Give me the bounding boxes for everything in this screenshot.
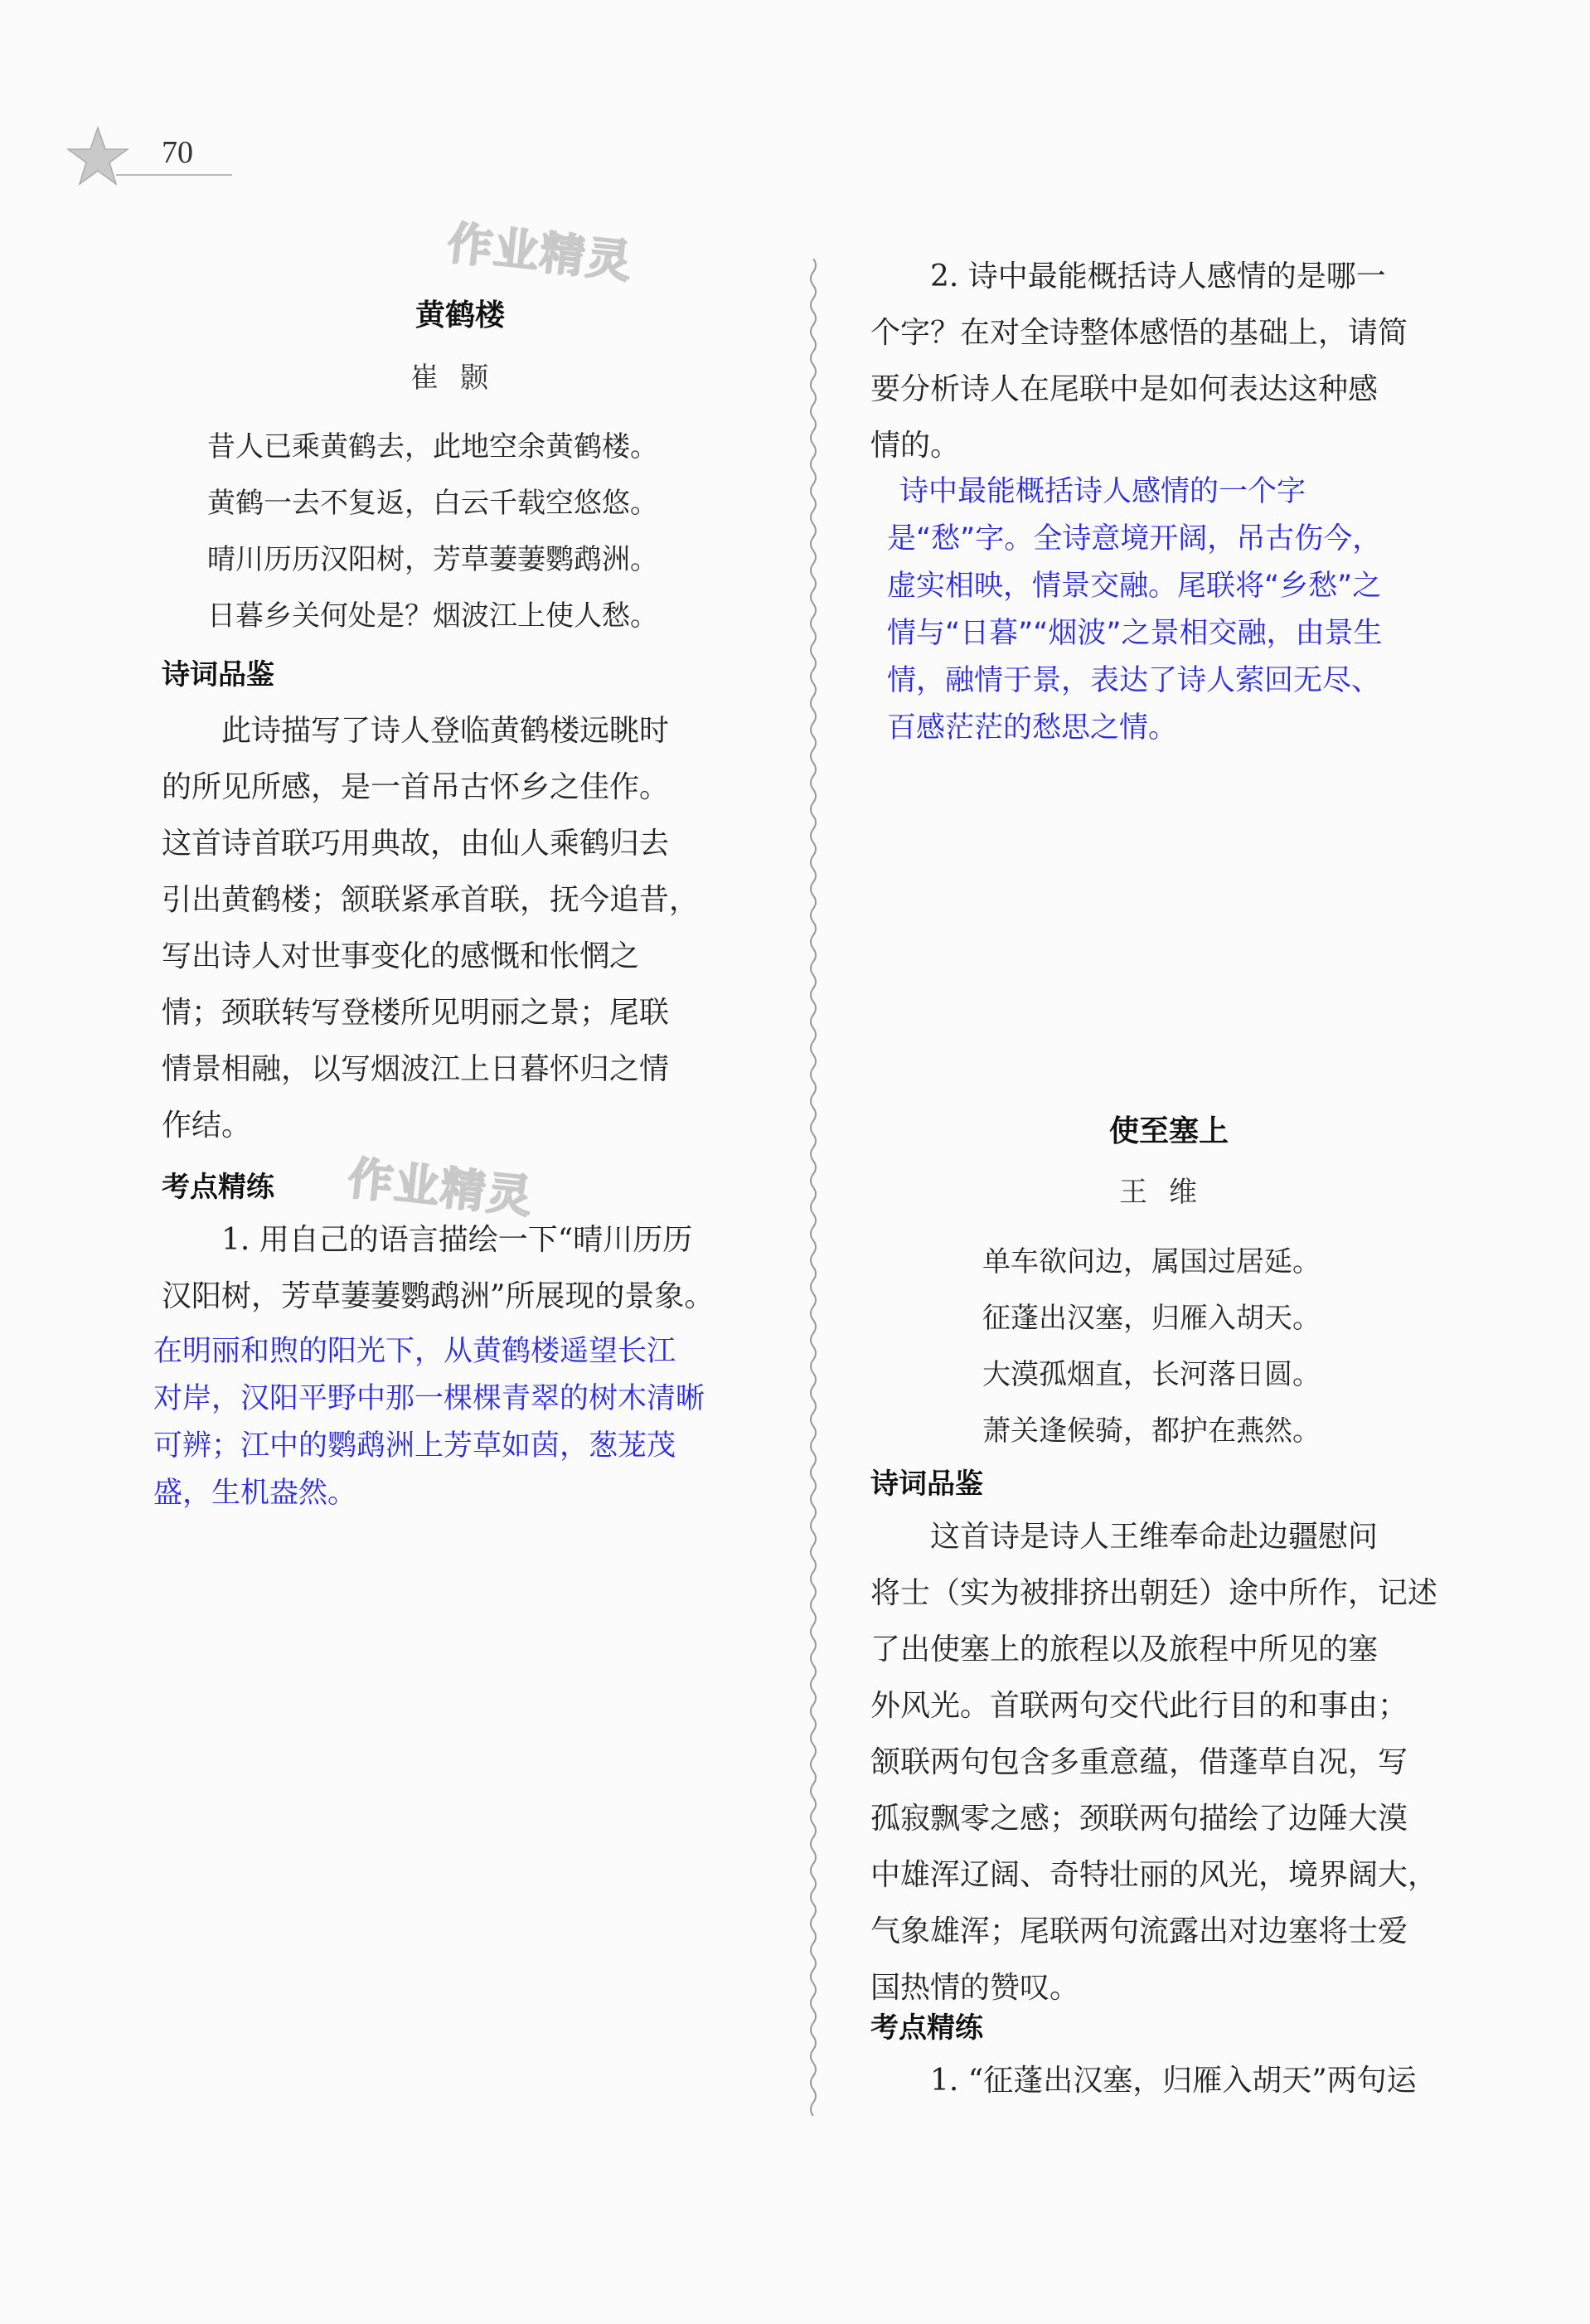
answer-line: 诗中最能概括诗人感情的一个字: [899, 475, 1306, 508]
appreciation-text-right: [870, 1509, 1476, 2016]
practice-heading-right: 考点精练: [870, 2011, 983, 2045]
text-line: 情的。: [870, 429, 961, 463]
watermark-top: 作业精灵: [444, 216, 636, 289]
poem-verses-left: [207, 419, 788, 644]
poem-author-left: 崔颢: [410, 361, 510, 395]
text-line: 2. 诗中最能概括诗人感情的是哪一: [870, 260, 1386, 294]
column-divider: [807, 259, 819, 2116]
text-line: 要分析诗人在尾联中是如何表达这种感: [870, 372, 1379, 406]
watermark-middle: 作业精灵: [345, 1152, 536, 1224]
answer-line: 情与“日暮”“烟波”之景相交融，由景生: [887, 617, 1383, 650]
text-line: 个字？在对全诗整体感悟的基础上，请简: [870, 316, 1408, 350]
question-1-left: [162, 1212, 792, 1325]
poem-title-right: 使至塞上: [1108, 1114, 1229, 1148]
text-line: 汉阳树，芳草萋萋鹦鹉洲”所展现的景象。: [162, 1279, 715, 1313]
answer-line: 在明丽和煦的阳光下，从黄鹤楼遥望长江: [153, 1335, 676, 1368]
text-line: 此诗描写了诗人登临黄鹤楼远眺时: [162, 714, 670, 748]
verse-line: 大漠孤烟直，长河落日圆。: [982, 1358, 1321, 1391]
text-line: 的所见所感，是一首吊古怀乡之佳作。: [162, 770, 670, 804]
question-1-right: [870, 2053, 1484, 2109]
question-2-right: [870, 249, 1467, 474]
answer-line: 百感茫茫的愁思之情。: [887, 711, 1178, 745]
star-icon: [65, 124, 131, 191]
text-line: 写出诗人对世事变化的感慨和怅惘之: [162, 939, 640, 973]
text-line: 情；颈联转写登楼所见明丽之景；尾联: [162, 996, 670, 1030]
text-line: 气象雄浑；尾联两句流露出对边塞将士爱: [870, 1914, 1408, 1948]
verse-line: 单车欲问边，属国过居延。: [982, 1245, 1321, 1278]
page-number: 70: [162, 135, 193, 170]
appreciation-text-left: [162, 703, 783, 1154]
text-line: 将士（实为被排挤出朝廷）途中所作，记述: [870, 1576, 1438, 1610]
text-line: 1. 用自己的语言描绘一下“晴川历历: [162, 1223, 693, 1257]
text-line: 国热情的赞叹。: [870, 1971, 1080, 2005]
text-line: 这首诗首联巧用典故，由仙人乘鹤归去: [162, 827, 670, 861]
answer-line: 虚实相映，情景交融。尾联将“乡愁”之: [887, 570, 1382, 603]
answer-line: 可辨；江中的鹦鹉洲上芳草如茵，葱茏茂: [153, 1429, 676, 1463]
poem-title-left: 黄鹤楼: [414, 298, 505, 332]
text-line: 引出黄鹤楼；颔联紧承首联，抚今追昔，: [162, 883, 700, 917]
appreciation-heading-right: 诗词品鉴: [870, 1468, 983, 1501]
verse-line: 黄鹤一去不复返，白云千载空悠悠。: [207, 487, 658, 520]
text-line: 情景相融，以写烟波江上日暮怀归之情: [162, 1052, 670, 1086]
appreciation-heading-left: 诗词品鉴: [162, 658, 274, 691]
answer-line: 情，融情于景，表达了诗人萦回无尽、: [887, 664, 1381, 697]
verse-line: 晴川历历汉阳树，芳草萋萋鹦鹉洲。: [207, 543, 658, 576]
text-line: 这首诗是诗人王维奉命赴边疆慰问: [870, 1520, 1379, 1554]
verse-line: 萧关逢候骑，都护在燕然。: [982, 1414, 1321, 1448]
poem-verses-right: [982, 1234, 1513, 1459]
text-line: 颔联两句包含多重意蕴，借蓬草自况，写: [870, 1745, 1408, 1779]
answer-line: 是“愁”字。全诗意境开阔，吊古伤今，: [887, 522, 1382, 556]
text-line: 中雄浑辽阔、奇特壮丽的风光，境界阔大，: [870, 1858, 1438, 1892]
verse-line: 昔人已乘黄鹤去，此地空余黄鹤楼。: [207, 430, 658, 463]
answer-line: 盛，生机盎然。: [153, 1477, 357, 1510]
text-line: 了出使塞上的旅程以及旅程中所见的塞: [870, 1633, 1379, 1667]
verse-line: 日暮乡关何处是？烟波江上使人愁。: [207, 599, 658, 633]
poem-author-right: 王维: [1119, 1176, 1219, 1209]
answer-2-right: [887, 468, 1484, 752]
text-line: 外风光。首联两句交代此行目的和事由；: [870, 1689, 1408, 1723]
text-line: 孤寂飘零之感；颈联两句描绘了边陲大漠: [870, 1802, 1408, 1836]
answer-1-left: [153, 1328, 800, 1517]
practice-heading-left: 考点精练: [162, 1171, 274, 1204]
verse-line: 征蓬出汉塞，归雁入胡天。: [982, 1302, 1321, 1335]
text-line: 作结。: [162, 1109, 252, 1143]
text-line: 1. “征蓬出汉塞，归雁入胡天”两句运: [870, 2064, 1417, 2098]
answer-line: 对岸，汉阳平野中那一棵棵青翠的树木清晰: [153, 1382, 705, 1415]
page-number-rule: [116, 174, 232, 176]
